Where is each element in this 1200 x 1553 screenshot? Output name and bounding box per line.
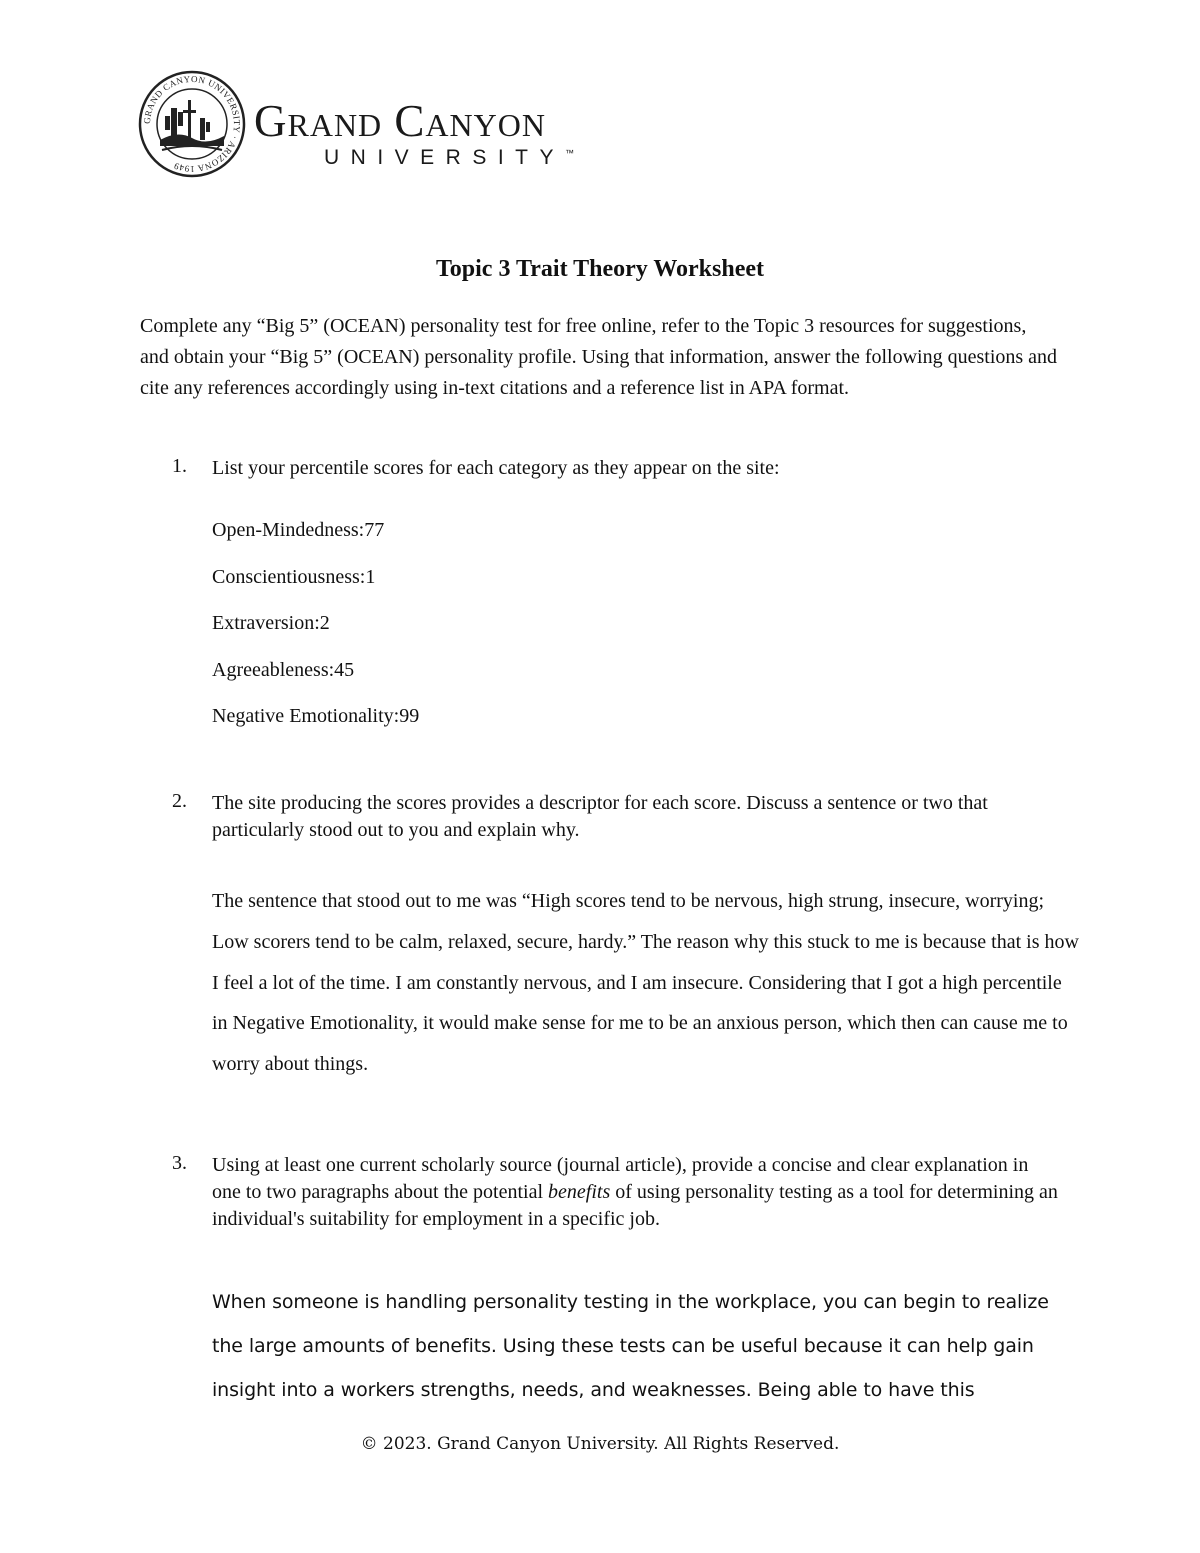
score-item: Negative Emotionality:99 (212, 705, 420, 727)
question-number: 1. (172, 455, 187, 477)
question-text: The site producing the scores provides a descriptor for each score. Discuss a sentence or two that particularly stood out to you and explain why. (212, 792, 988, 841)
instructions-paragraph: Complete any “Big 5” (OCEAN) personality test for free online, refer to the Topic 3 resources for suggestions, and obtain your “Big 5” (OCEAN) personality profile. Using that information, answer the following questions and cite any references accordingly using in-text citations and a reference list in APA format. (140, 315, 1058, 399)
answer-2: The sentence that stood out to me was “High scores tend to be nervous, high strung, insecure, worrying; Low scorers tend to be calm, relaxed, secure, hardy.” The reason why this stuck to me is because that is how I feel a lot of the time. I am constantly nervous, and I am insecure. Considering that I got a high percentile in Negative Emotionality, it would make sense for me to be an anxious person, which then can cause me to worry about things. (212, 890, 1079, 1076)
question-text: List your percentile scores for each category as they appear on the site: (212, 457, 780, 479)
score-item: Conscientiousness:1 (212, 565, 376, 588)
question-number: 3. (172, 1152, 187, 1174)
copyright-footer: © 2023. Grand Canyon University. All Rights Reserved. (360, 1434, 840, 1454)
trademark-symbol: ™ (565, 148, 575, 158)
wordmark-name: Grand Canyon (254, 96, 546, 146)
question-2 (172, 790, 1062, 844)
university-wordmark (254, 98, 574, 170)
page-title: Topic 3 Trait Theory Worksheet (435, 256, 765, 282)
score-item: Agreeableness:45 (212, 658, 355, 681)
score-list (212, 515, 419, 748)
wordmark-subtitle: UNIVERSITY™ (324, 146, 575, 169)
answer-3: When someone is handling personality testing in the workplace, you can begin to realize the large amounts of benefits. Using these tests can be useful because it can help gain insight into a workers strengths, needs, and weaknesses. Being able to have this (212, 1291, 1049, 1401)
question-3 (172, 1152, 1062, 1233)
question-1 (172, 455, 1062, 482)
question-text: Using at least one current scholarly source (journal article), provide a concise and clear explanation in one to two paragraphs about the potential benefits of using personality testing as a tool for determining an individual's suitability for employment in a specific job. (212, 1154, 1058, 1230)
university-seal-icon (138, 70, 246, 178)
university-logo (138, 70, 618, 185)
score-item: Extraversion:2 (212, 612, 330, 634)
question-number: 2. (172, 790, 187, 812)
emphasis-benefits: benefits (548, 1181, 611, 1203)
svg-text:GRAND CANYON UNIVERSITY · ARIZ: GRAND CANYON UNIVERSITY · ARIZONA 1949 (141, 73, 243, 175)
score-item: Open-Mindedness:77 (212, 519, 385, 541)
